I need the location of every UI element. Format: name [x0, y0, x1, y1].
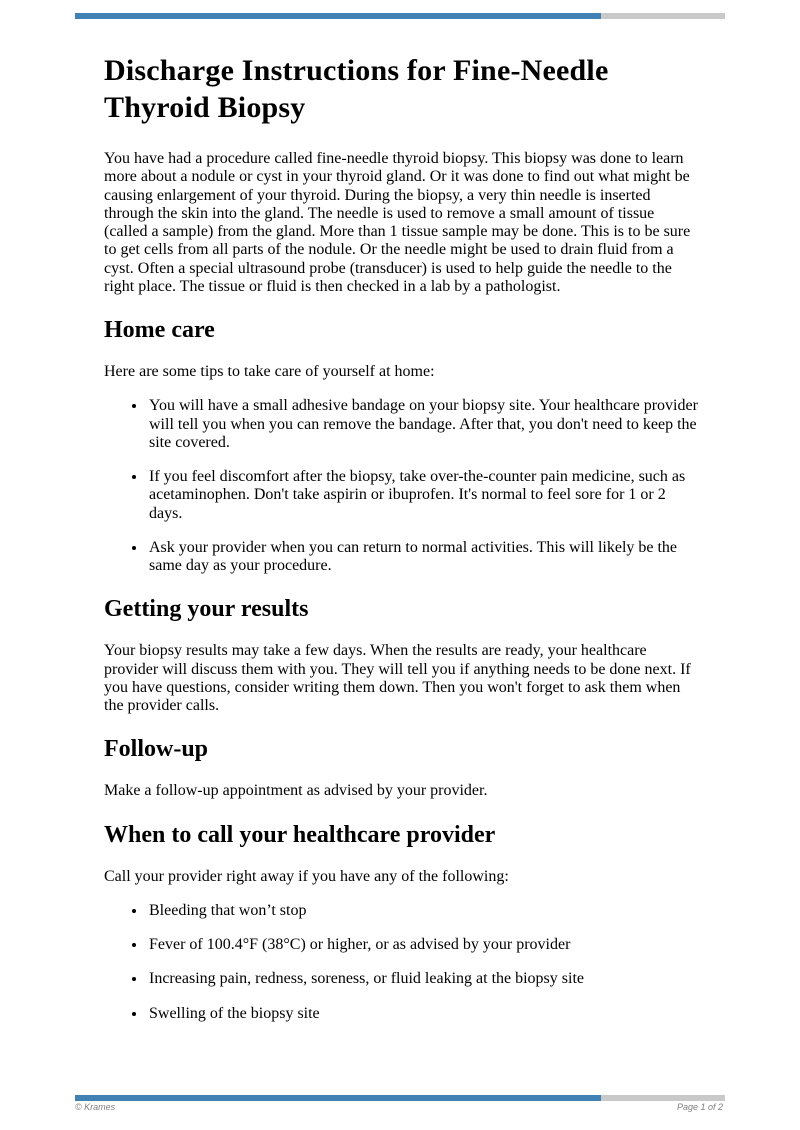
intro-paragraph: You have had a procedure called fine-needle thyroid biopsy. This biopsy was done to learn more about a nodule or cyst in your thyroid gland. Or it was done to find out what might be causing enlargement of your thyroid. During the biopsy, a very thin needle is inserted through the skin into the gland. The needle is used to remove a small amount of tissue (called a sample) from the gland. More than 1 tissue sample may be done. This is to be sure to get cells from all parts of the nodule. Or the needle might be used to drain fluid from a cyst. Often a special ultrasound probe (transducer) is used to help guide the needle to the right place. The tissue or fluid is then checked in a lab by a pathologist. [104, 150, 691, 295]
list-item: • Increasing pain, redness, soreness, or fluid leaking at the biopsy site [147, 970, 700, 988]
when-to-call-intro: Call your provider right away if you have any of the following: [104, 867, 509, 885]
follow-up-paragraph: Make a follow-up appointment as advised by your provider. [104, 782, 488, 800]
page-footer [75, 1102, 723, 1112]
when-to-call-list [104, 902, 700, 1023]
list-item: • Swelling of the biopsy site [147, 1005, 700, 1023]
home-care-intro: Here are some tips to take care of yourself at home: [104, 363, 435, 380]
bottom-divider [75, 1095, 725, 1101]
list-item: • Ask your provider when you can return to normal activities. This will likely be the same day as your procedure. [147, 539, 700, 576]
list-item: • Fever of 100.4°F (38°C) or higher, or as advised by your provider [147, 936, 700, 954]
list-item: • Bleeding that won’t stop [147, 902, 700, 920]
home-care-list [104, 397, 700, 575]
page-title: Discharge Instructions for Fine-Needle Thyroid Biopsy [104, 54, 609, 124]
section-heading-home-care: Home care [104, 317, 215, 343]
list-item: • You will have a small adhesive bandage on your biopsy site. Your healthcare provider will tell you when you can remove the bandage. After that, you don't need to keep the site covered. [147, 397, 700, 452]
section-heading-follow-up: Follow-up [104, 736, 209, 763]
section-heading-results: Getting your results [104, 596, 309, 623]
document-content [104, 0, 700, 1023]
footer-page-number: Page 1 of 2 [676, 1102, 723, 1112]
list-item: • If you feel discomfort after the biopsy, take over-the-counter pain medicine, such as acetaminophen. Don't take aspirin or ibuprofen. It's normal to feel sore for 1 or 2 days. [147, 468, 700, 523]
results-paragraph: Your biopsy results may take a few days. When the results are ready, your healthcare provider will discuss them with you. They will tell you if anything needs to be done next. If you have questions, consider writing them down. Then you won't forget to ask them when the provider calls. [104, 642, 691, 714]
section-heading-when-to-call: When to call your healthcare provider [104, 821, 496, 848]
footer-copyright: © Krames [75, 1102, 116, 1112]
bottom-divider-accent-bar [75, 1095, 601, 1101]
bottom-divider-gray-bar [601, 1095, 725, 1101]
